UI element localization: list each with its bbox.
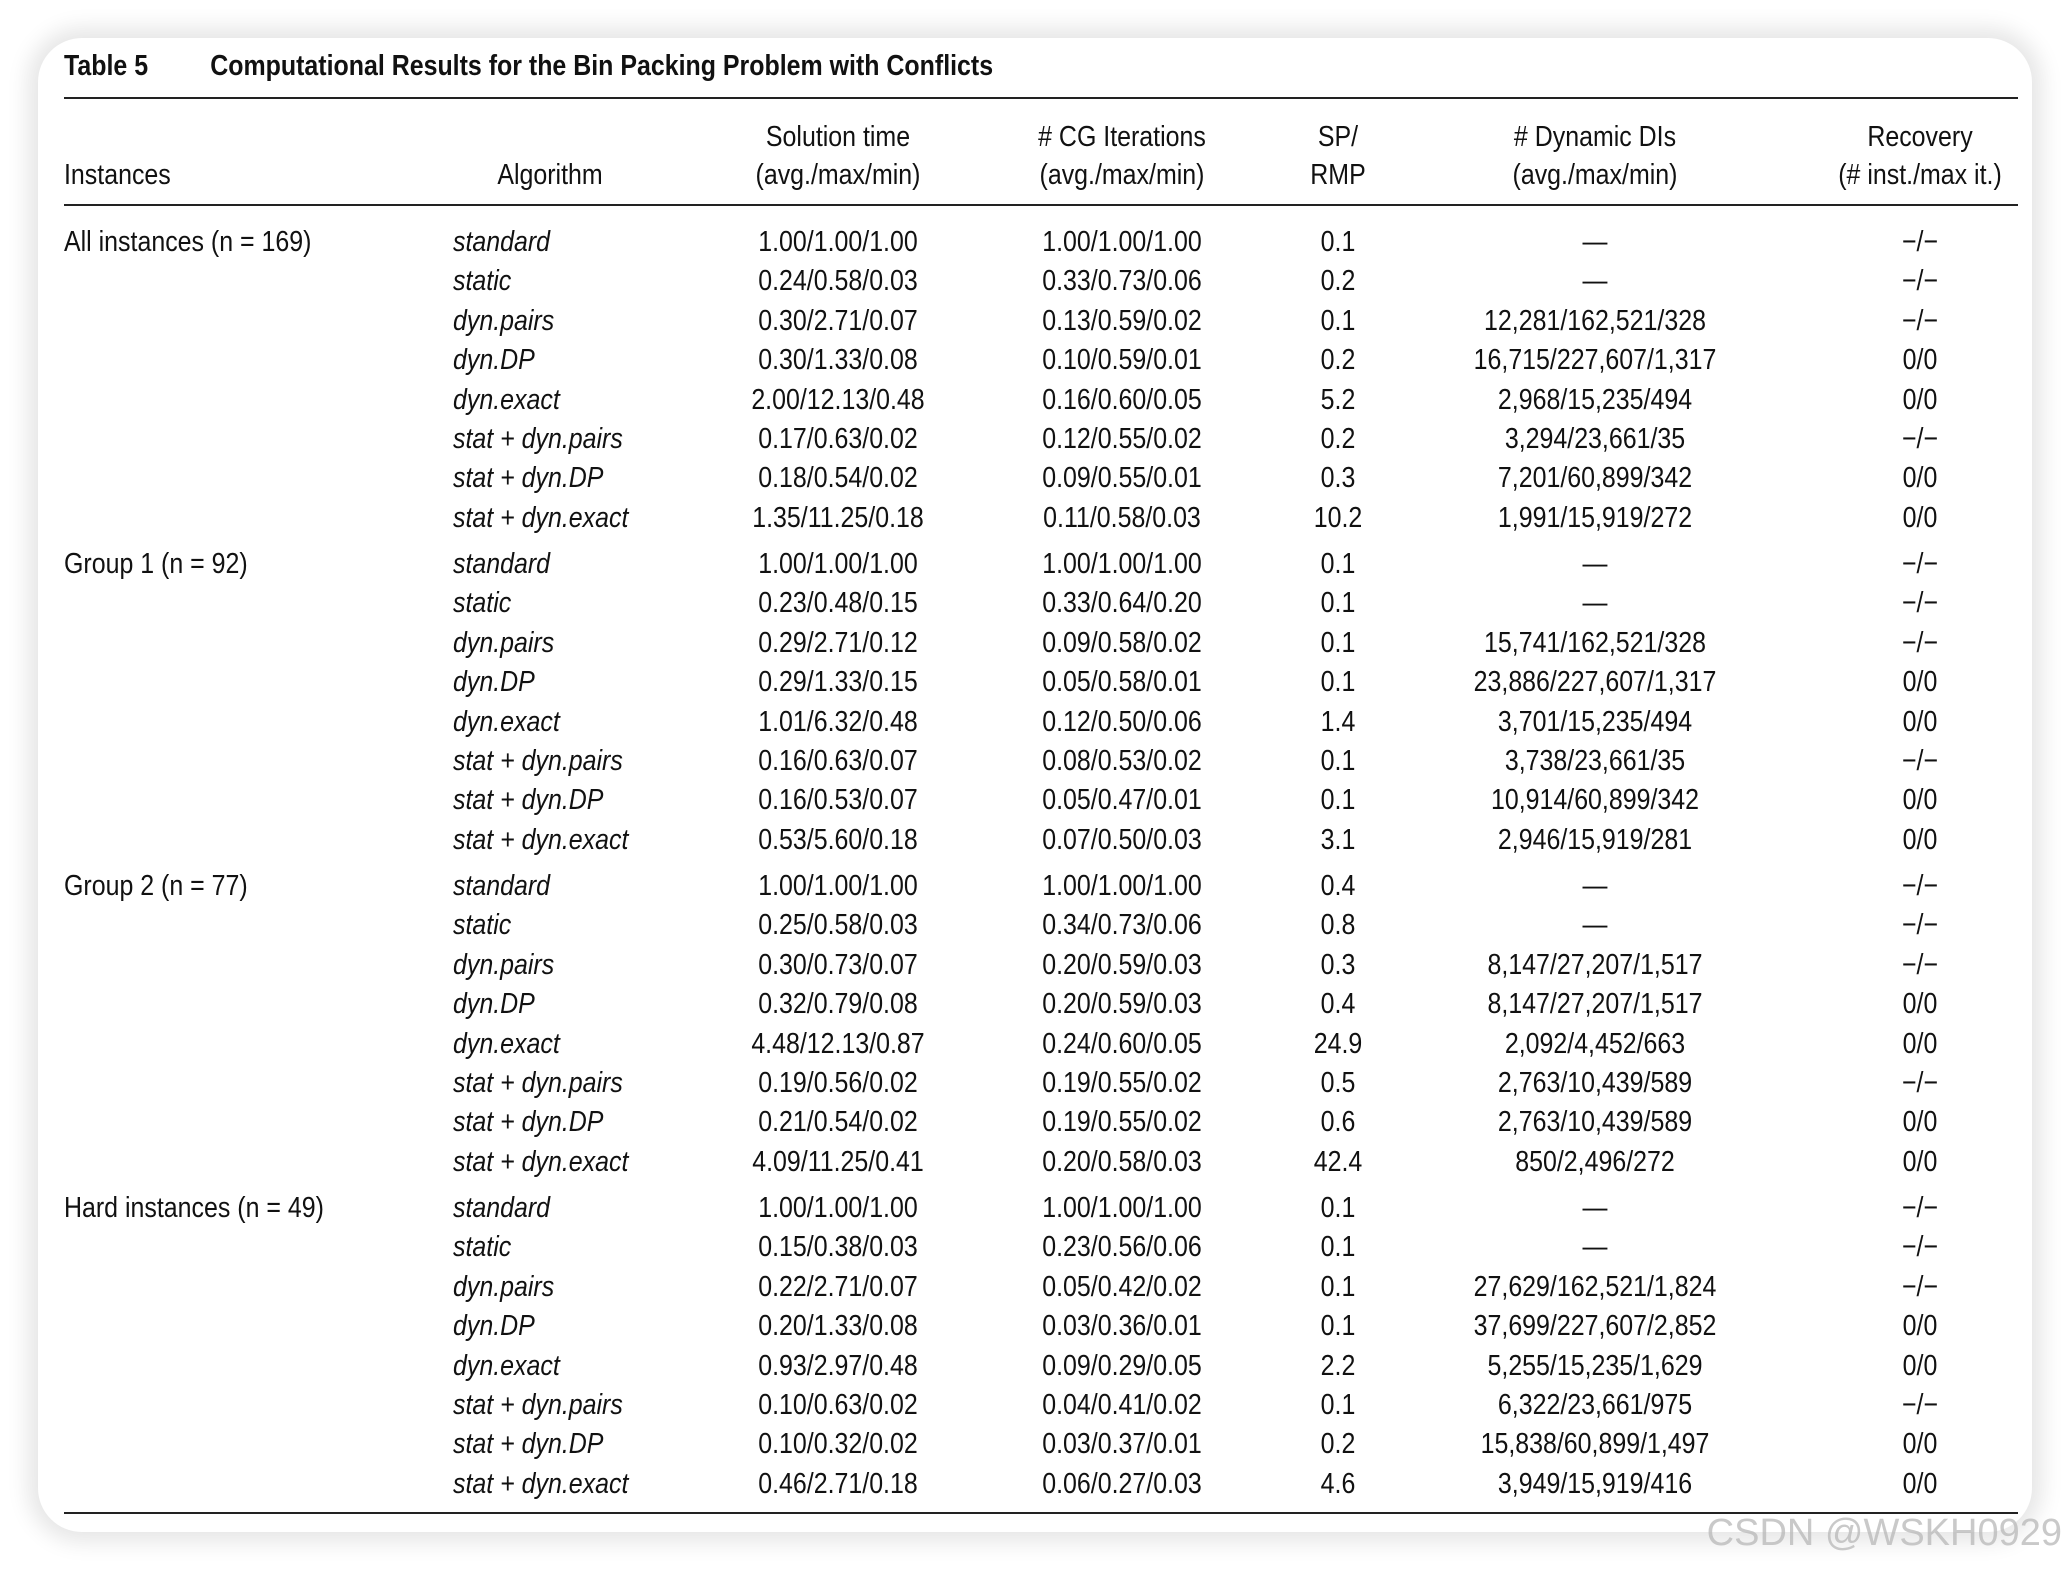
table-title: Computational Results for the Bin Packing Problem with Conflicts xyxy=(210,50,994,82)
dynamic-dis-cell: — xyxy=(1582,226,1608,258)
dynamic-dis-cell: 2,763/10,439/589 xyxy=(1497,1067,1693,1099)
cg-iterations-cell: 0.20/0.59/0.03 xyxy=(1042,988,1202,1020)
sp-rmp-cell: 0.1 xyxy=(1320,1310,1356,1342)
recovery-cell: 0/0 xyxy=(1902,1028,1938,1060)
algorithm-cell: dyn.pairs xyxy=(453,627,555,659)
sp-rmp-cell: 10.2 xyxy=(1313,502,1363,534)
algorithm-cell: dyn.pairs xyxy=(453,1271,555,1303)
cg-iterations-cell: 0.09/0.29/0.05 xyxy=(1042,1350,1202,1382)
table-caption xyxy=(64,50,993,83)
algorithm-cell: stat + dyn.DP xyxy=(453,462,604,494)
algorithm-cell: stat + dyn.exact xyxy=(453,824,629,856)
algorithm-cell: stat + dyn.pairs xyxy=(453,1389,623,1421)
solution-time-cell: 0.17/0.63/0.02 xyxy=(758,423,918,455)
dynamic-dis-cell: 8,147/27,207/1,517 xyxy=(1487,949,1703,981)
solution-time-cell: 1.35/11.25/0.18 xyxy=(752,502,924,534)
sp-rmp-cell: 1.4 xyxy=(1320,706,1356,738)
dynamic-dis-cell: — xyxy=(1582,870,1608,902)
algorithm-cell: dyn.exact xyxy=(453,1028,560,1060)
solution-time-cell: 2.00/12.13/0.48 xyxy=(751,384,925,416)
recovery-cell: 0/0 xyxy=(1902,824,1938,856)
recovery-cell: 0/0 xyxy=(1902,1106,1938,1138)
sp-rmp-cell: 0.3 xyxy=(1320,462,1356,494)
algorithm-cell: static xyxy=(453,265,512,297)
sp-rmp-cell: 0.4 xyxy=(1320,988,1356,1020)
algorithm-cell: stat + dyn.DP xyxy=(453,1428,604,1460)
recovery-cell: 0/0 xyxy=(1902,502,1938,534)
recovery-cell: 0/0 xyxy=(1902,462,1938,494)
algorithm-cell: dyn.exact xyxy=(453,706,560,738)
algorithm-cell: dyn.pairs xyxy=(453,949,555,981)
solution-time-cell: 0.10/0.63/0.02 xyxy=(758,1389,918,1421)
cg-iterations-cell: 0.05/0.42/0.02 xyxy=(1042,1271,1202,1303)
cg-iterations-cell: 0.20/0.58/0.03 xyxy=(1042,1146,1202,1178)
recovery-cell: −/− xyxy=(1901,226,1939,258)
algorithm-cell: stat + dyn.exact xyxy=(453,1146,629,1178)
recovery-cell: 0/0 xyxy=(1902,1350,1938,1382)
algorithm-cell: dyn.DP xyxy=(453,344,535,376)
header-algorithm: Algorithm xyxy=(497,159,603,191)
recovery-cell: 0/0 xyxy=(1902,1146,1938,1178)
algorithm-cell: dyn.DP xyxy=(453,666,535,698)
dynamic-dis-cell: — xyxy=(1582,1192,1608,1224)
cg-iterations-cell: 0.11/0.58/0.03 xyxy=(1043,502,1201,534)
algorithm-cell: stat + dyn.DP xyxy=(453,784,604,816)
dynamic-dis-cell: 2,763/10,439/589 xyxy=(1497,1106,1693,1138)
dynamic-dis-cell: — xyxy=(1582,265,1608,297)
recovery-cell: −/− xyxy=(1901,1271,1939,1303)
algorithm-cell: static xyxy=(453,909,512,941)
solution-time-cell: 0.29/1.33/0.15 xyxy=(758,666,918,698)
solution-time-cell: 0.20/1.33/0.08 xyxy=(758,1310,918,1342)
cg-iterations-cell: 0.19/0.55/0.02 xyxy=(1042,1067,1202,1099)
header-rule xyxy=(64,204,2018,206)
sp-rmp-cell: 0.1 xyxy=(1320,745,1356,777)
sp-rmp-cell: 4.6 xyxy=(1320,1468,1356,1500)
cg-iterations-cell: 0.05/0.58/0.01 xyxy=(1042,666,1202,698)
solution-time-cell: 0.30/1.33/0.08 xyxy=(758,344,918,376)
header-instances: Instances xyxy=(64,159,171,191)
cg-iterations-cell: 0.06/0.27/0.03 xyxy=(1042,1468,1202,1500)
header-sp-rmp-line2: RMP xyxy=(1310,159,1366,191)
group-label: Group 2 (n = 77) xyxy=(64,870,248,902)
cg-iterations-cell: 0.19/0.55/0.02 xyxy=(1042,1106,1202,1138)
dynamic-dis-cell: 10,914/60,899/342 xyxy=(1490,784,1700,816)
cg-iterations-cell: 0.04/0.41/0.02 xyxy=(1042,1389,1202,1421)
dynamic-dis-cell: 850/2,496/272 xyxy=(1515,1146,1675,1178)
recovery-cell: −/− xyxy=(1901,949,1939,981)
dynamic-dis-cell: — xyxy=(1582,909,1608,941)
solution-time-cell: 0.30/0.73/0.07 xyxy=(758,949,918,981)
solution-time-cell: 0.25/0.58/0.03 xyxy=(758,909,918,941)
recovery-cell: −/− xyxy=(1901,587,1939,619)
header-cg-iterations-line1: # CG Iterations xyxy=(1038,121,1206,153)
cg-iterations-cell: 1.00/1.00/1.00 xyxy=(1042,1192,1202,1224)
dynamic-dis-cell: 15,838/60,899/1,497 xyxy=(1480,1428,1710,1460)
algorithm-cell: stat + dyn.pairs xyxy=(453,1067,623,1099)
cg-iterations-cell: 0.09/0.58/0.02 xyxy=(1042,627,1202,659)
algorithm-cell: dyn.exact xyxy=(453,384,560,416)
dynamic-dis-cell: 2,092/4,452/663 xyxy=(1504,1028,1686,1060)
sp-rmp-cell: 0.2 xyxy=(1320,423,1356,455)
sp-rmp-cell: 0.2 xyxy=(1320,344,1356,376)
dynamic-dis-cell: 6,322/23,661/975 xyxy=(1497,1389,1693,1421)
recovery-cell: −/− xyxy=(1901,627,1939,659)
cg-iterations-cell: 0.07/0.50/0.03 xyxy=(1042,824,1202,856)
top-rule xyxy=(64,97,2018,99)
cg-iterations-cell: 0.05/0.47/0.01 xyxy=(1042,784,1202,816)
algorithm-cell: dyn.DP xyxy=(453,1310,535,1342)
solution-time-cell: 0.19/0.56/0.02 xyxy=(758,1067,918,1099)
solution-time-cell: 0.16/0.63/0.07 xyxy=(758,745,918,777)
cg-iterations-cell: 0.34/0.73/0.06 xyxy=(1042,909,1202,941)
sp-rmp-cell: 0.2 xyxy=(1320,1428,1356,1460)
recovery-cell: −/− xyxy=(1901,305,1939,337)
dynamic-dis-cell: 15,741/162,521/328 xyxy=(1484,627,1706,659)
solution-time-cell: 0.24/0.58/0.03 xyxy=(758,265,918,297)
sp-rmp-cell: 0.1 xyxy=(1320,587,1356,619)
recovery-cell: −/− xyxy=(1901,1389,1939,1421)
cg-iterations-cell: 1.00/1.00/1.00 xyxy=(1042,226,1202,258)
solution-time-cell: 4.48/12.13/0.87 xyxy=(751,1028,925,1060)
cg-iterations-cell: 0.20/0.59/0.03 xyxy=(1042,949,1202,981)
header-recovery-line2: (# inst./max it.) xyxy=(1838,159,2002,191)
algorithm-cell: standard xyxy=(453,226,551,258)
algorithm-cell: stat + dyn.exact xyxy=(453,1468,629,1500)
solution-time-cell: 0.29/2.71/0.12 xyxy=(758,627,918,659)
header-dynamic-dis-line1: # Dynamic DIs xyxy=(1513,121,1677,153)
cg-iterations-cell: 0.03/0.36/0.01 xyxy=(1042,1310,1202,1342)
solution-time-cell: 0.53/5.60/0.18 xyxy=(758,824,918,856)
dynamic-dis-cell: — xyxy=(1582,548,1608,580)
dynamic-dis-cell: 2,968/15,235/494 xyxy=(1497,384,1693,416)
header-solution-time-line1: Solution time xyxy=(765,121,911,153)
solution-time-cell: 1.00/1.00/1.00 xyxy=(758,226,918,258)
recovery-cell: 0/0 xyxy=(1902,344,1938,376)
recovery-cell: −/− xyxy=(1901,265,1939,297)
sp-rmp-cell: 42.4 xyxy=(1313,1146,1363,1178)
recovery-cell: −/− xyxy=(1901,870,1939,902)
algorithm-cell: stat + dyn.pairs xyxy=(453,423,623,455)
algorithm-cell: static xyxy=(453,1231,512,1263)
sp-rmp-cell: 0.1 xyxy=(1320,1231,1356,1263)
watermark: CSDN @WSKH0929 xyxy=(1706,1512,2062,1554)
dynamic-dis-cell: 37,699/227,607/2,852 xyxy=(1473,1310,1717,1342)
dynamic-dis-cell: 3,701/15,235/494 xyxy=(1497,706,1693,738)
dynamic-dis-cell: — xyxy=(1582,1231,1608,1263)
solution-time-cell: 0.15/0.38/0.03 xyxy=(758,1231,918,1263)
dynamic-dis-cell: 3,738/23,661/35 xyxy=(1504,745,1686,777)
dynamic-dis-cell: 5,255/15,235/1,629 xyxy=(1487,1350,1703,1382)
sp-rmp-cell: 0.4 xyxy=(1320,870,1356,902)
solution-time-cell: 0.16/0.53/0.07 xyxy=(758,784,918,816)
recovery-cell: −/− xyxy=(1901,548,1939,580)
recovery-cell: 0/0 xyxy=(1902,1468,1938,1500)
algorithm-cell: stat + dyn.exact xyxy=(453,502,629,534)
sp-rmp-cell: 0.1 xyxy=(1320,666,1356,698)
cg-iterations-cell: 0.12/0.50/0.06 xyxy=(1042,706,1202,738)
sp-rmp-cell: 0.1 xyxy=(1320,305,1356,337)
algorithm-cell: standard xyxy=(453,870,551,902)
cg-iterations-cell: 0.16/0.60/0.05 xyxy=(1042,384,1202,416)
cg-iterations-cell: 0.03/0.37/0.01 xyxy=(1042,1428,1202,1460)
recovery-cell: 0/0 xyxy=(1902,1428,1938,1460)
dynamic-dis-cell: 1,991/15,919/272 xyxy=(1497,502,1693,534)
sp-rmp-cell: 0.1 xyxy=(1320,226,1356,258)
header-recovery-line1: Recovery xyxy=(1867,121,1973,153)
dynamic-dis-cell: 8,147/27,207/1,517 xyxy=(1487,988,1703,1020)
cg-iterations-cell: 0.33/0.64/0.20 xyxy=(1042,587,1202,619)
sp-rmp-cell: 0.1 xyxy=(1320,1271,1356,1303)
solution-time-cell: 0.30/2.71/0.07 xyxy=(758,305,918,337)
recovery-cell: −/− xyxy=(1901,1192,1939,1224)
sp-rmp-cell: 0.1 xyxy=(1320,1192,1356,1224)
dynamic-dis-cell: 7,201/60,899/342 xyxy=(1497,462,1693,494)
solution-time-cell: 0.21/0.54/0.02 xyxy=(758,1106,918,1138)
cg-iterations-cell: 0.09/0.55/0.01 xyxy=(1042,462,1202,494)
recovery-cell: −/− xyxy=(1901,1231,1939,1263)
table-label: Table 5 xyxy=(64,50,149,82)
sp-rmp-cell: 0.6 xyxy=(1320,1106,1356,1138)
group-label: Group 1 (n = 92) xyxy=(64,548,248,580)
solution-time-cell: 1.01/6.32/0.48 xyxy=(758,706,918,738)
solution-time-cell: 0.10/0.32/0.02 xyxy=(758,1428,918,1460)
dynamic-dis-cell: 12,281/162,521/328 xyxy=(1484,305,1706,337)
header-cg-iterations-line2: (avg./max/min) xyxy=(1039,159,1205,191)
algorithm-cell: dyn.pairs xyxy=(453,305,555,337)
header-sp-rmp-line1: SP/ xyxy=(1317,121,1359,153)
header-dynamic-dis-line2: (avg./max/min) xyxy=(1512,159,1678,191)
sp-rmp-cell: 0.2 xyxy=(1320,265,1356,297)
sp-rmp-cell: 5.2 xyxy=(1320,384,1356,416)
sp-rmp-cell: 0.5 xyxy=(1320,1067,1356,1099)
solution-time-cell: 0.46/2.71/0.18 xyxy=(758,1468,918,1500)
algorithm-cell: dyn.DP xyxy=(453,988,535,1020)
algorithm-cell: static xyxy=(453,587,512,619)
solution-time-cell: 1.00/1.00/1.00 xyxy=(758,548,918,580)
cg-iterations-cell: 0.10/0.59/0.01 xyxy=(1042,344,1202,376)
recovery-cell: 0/0 xyxy=(1902,784,1938,816)
dynamic-dis-cell: 16,715/227,607/1,317 xyxy=(1473,344,1717,376)
cg-iterations-cell: 0.33/0.73/0.06 xyxy=(1042,265,1202,297)
algorithm-cell: stat + dyn.pairs xyxy=(453,745,623,777)
group-label: All instances (n = 169) xyxy=(64,226,312,258)
algorithm-cell: standard xyxy=(453,1192,551,1224)
algorithm-cell: stat + dyn.DP xyxy=(453,1106,604,1138)
sp-rmp-cell: 0.1 xyxy=(1320,1389,1356,1421)
recovery-cell: 0/0 xyxy=(1902,384,1938,416)
sp-rmp-cell: 24.9 xyxy=(1313,1028,1363,1060)
solution-time-cell: 0.23/0.48/0.15 xyxy=(758,587,918,619)
algorithm-cell: standard xyxy=(453,548,551,580)
sp-rmp-cell: 2.2 xyxy=(1320,1350,1356,1382)
dynamic-dis-cell: 27,629/162,521/1,824 xyxy=(1473,1271,1717,1303)
solution-time-cell: 0.22/2.71/0.07 xyxy=(758,1271,918,1303)
sp-rmp-cell: 0.1 xyxy=(1320,627,1356,659)
cg-iterations-cell: 0.08/0.53/0.02 xyxy=(1042,745,1202,777)
header-solution-time-line2: (avg./max/min) xyxy=(755,159,921,191)
dynamic-dis-cell: 3,949/15,919/416 xyxy=(1497,1468,1693,1500)
cg-iterations-cell: 0.24/0.60/0.05 xyxy=(1042,1028,1202,1060)
solution-time-cell: 0.93/2.97/0.48 xyxy=(758,1350,918,1382)
sp-rmp-cell: 0.8 xyxy=(1320,909,1356,941)
recovery-cell: −/− xyxy=(1901,1067,1939,1099)
recovery-cell: 0/0 xyxy=(1902,988,1938,1020)
recovery-cell: −/− xyxy=(1901,909,1939,941)
cg-iterations-cell: 1.00/1.00/1.00 xyxy=(1042,870,1202,902)
cg-iterations-cell: 1.00/1.00/1.00 xyxy=(1042,548,1202,580)
sp-rmp-cell: 0.1 xyxy=(1320,548,1356,580)
solution-time-cell: 1.00/1.00/1.00 xyxy=(758,870,918,902)
sp-rmp-cell: 0.1 xyxy=(1320,784,1356,816)
dynamic-dis-cell: 23,886/227,607/1,317 xyxy=(1473,666,1717,698)
cg-iterations-cell: 0.12/0.55/0.02 xyxy=(1042,423,1202,455)
cg-iterations-cell: 0.23/0.56/0.06 xyxy=(1042,1231,1202,1263)
solution-time-cell: 0.32/0.79/0.08 xyxy=(758,988,918,1020)
recovery-cell: 0/0 xyxy=(1902,706,1938,738)
cg-iterations-cell: 0.13/0.59/0.02 xyxy=(1042,305,1202,337)
sp-rmp-cell: 0.3 xyxy=(1320,949,1356,981)
dynamic-dis-cell: — xyxy=(1582,587,1608,619)
group-label: Hard instances (n = 49) xyxy=(64,1192,324,1224)
recovery-cell: 0/0 xyxy=(1902,666,1938,698)
solution-time-cell: 4.09/11.25/0.41 xyxy=(752,1146,924,1178)
recovery-cell: −/− xyxy=(1901,745,1939,777)
recovery-cell: 0/0 xyxy=(1902,1310,1938,1342)
dynamic-dis-cell: 3,294/23,661/35 xyxy=(1504,423,1686,455)
solution-time-cell: 0.18/0.54/0.02 xyxy=(758,462,918,494)
solution-time-cell: 1.00/1.00/1.00 xyxy=(758,1192,918,1224)
sp-rmp-cell: 3.1 xyxy=(1320,824,1356,856)
algorithm-cell: dyn.exact xyxy=(453,1350,560,1382)
dynamic-dis-cell: 2,946/15,919/281 xyxy=(1497,824,1693,856)
recovery-cell: −/− xyxy=(1901,423,1939,455)
